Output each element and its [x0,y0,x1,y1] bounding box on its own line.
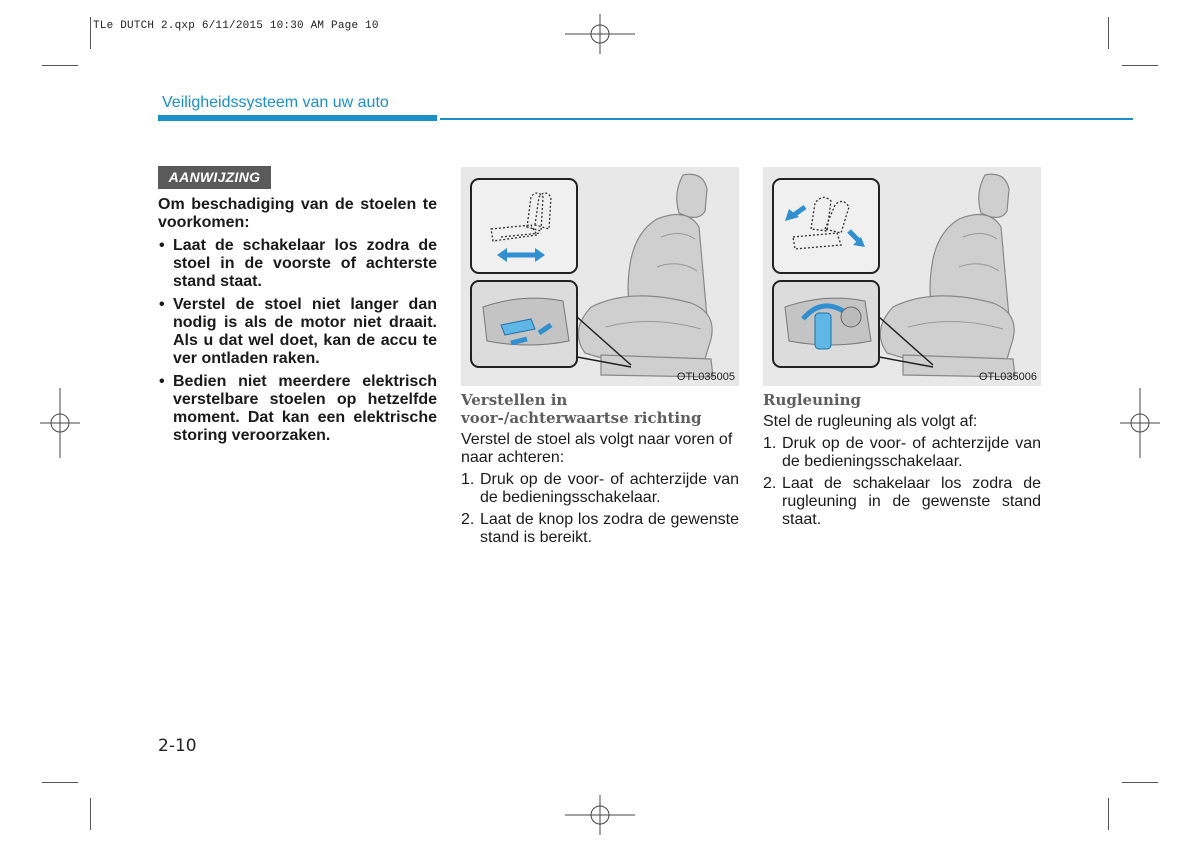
step-text: Laat de knop los zodra de gewenste stand is bereikt. [480,511,739,546]
step-text: Druk op de voor- of achterzijde van de bedieningsschakelaar. [782,435,1041,470]
steps-list [461,471,739,547]
note-bullet-list [158,237,437,445]
section-heading: Verstellen in voor-/achterwaartse richting [461,391,702,427]
seat-slide-illustration [461,167,739,386]
step-number: 1. [763,435,777,452]
step-number: 2. [763,475,777,492]
registration-mark-right [1120,388,1160,458]
registration-mark-left [40,388,80,458]
step-number: 2. [461,511,475,528]
step-text: Laat de schakelaar los zodra de rugleuning in de gewenste stand staat. [782,475,1041,528]
step-number: 1. [461,471,475,488]
figure-seat-recline [763,167,1041,386]
section-intro: Stel de rugleuning als volgt af: [763,413,978,430]
note-bullet: • Bedien niet meerdere elektrisch verstelbare stoelen op hetzelfde moment. Dat kan een elektrische storing veroorzaken. [158,373,437,445]
note-intro: Om beschadiging van de stoelen te voorkomen: [158,196,437,231]
header-rule-thin [440,118,1133,120]
section-title: Veiligheidssysteem van uw auto [162,94,389,111]
section-heading: Rugleuning [763,391,862,409]
step-item [461,511,739,547]
figure-seat-slide [461,167,739,386]
registration-mark-top [565,14,635,54]
step-text: Druk op de voor- of achterzijde van de bedieningsschakelaar. [480,471,739,506]
section-backrest [763,391,1041,533]
figure-code: OTL035005 [676,371,735,383]
note-bullet: • Laat de schakelaar los zodra de stoel in de voorste of achterste stand staat. [158,237,437,291]
step-item [763,435,1041,471]
page-number: 2-10 [158,736,197,756]
figure-code: OTL035006 [978,371,1037,383]
section-seat-slide [461,391,739,551]
seat-recline-illustration [763,167,1041,386]
note-bullet: • Verstel de stoel niet langer dan nodig is als de motor niet draait. Als u dat wel doet, kan de accu te ver ontladen raken. [158,296,437,368]
step-item [763,475,1041,529]
note-body [158,196,437,450]
step-item [461,471,739,507]
section-intro: Verstel de stoel als volgt naar voren of naar achteren: [461,431,733,466]
header-rule-thick [158,115,437,121]
registration-mark-bottom [565,795,635,835]
note-badge: AANWIJZING [158,166,271,189]
print-slug: TLe DUTCH 2.qxp 6/11/2015 10:30 AM Page 10 [93,20,379,32]
steps-list [763,435,1041,529]
